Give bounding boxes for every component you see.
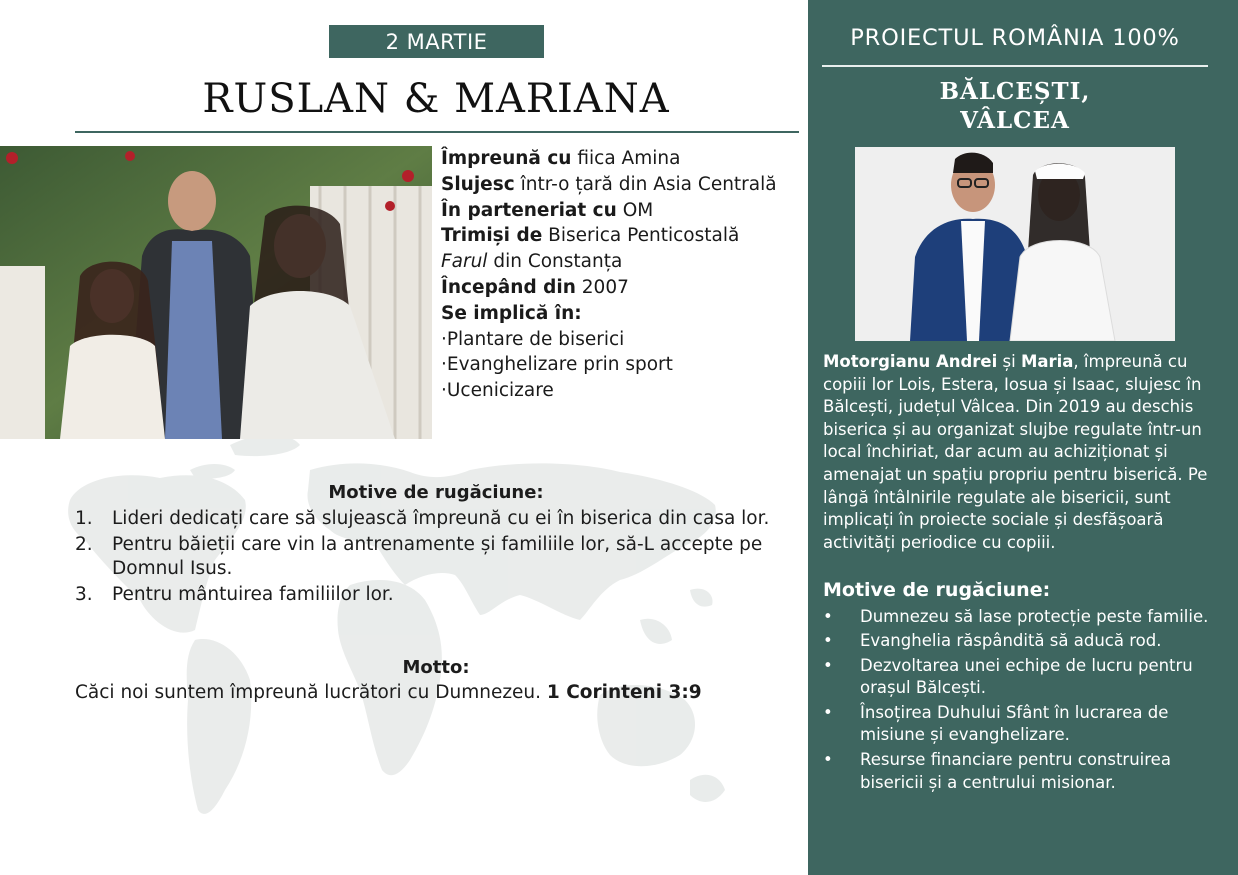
- bullet-icon: •: [823, 702, 833, 722]
- prayer-title: Motive de rugăciune:: [328, 482, 544, 503]
- motto-text: Căci noi suntem împreună lucrători cu Dumnezeu. 1 Corinteni 3:9: [75, 682, 702, 703]
- project-divider: [822, 65, 1208, 67]
- prayer-item: 3. Pentru mântuirea familiilor lor.: [75, 584, 394, 605]
- family-photo: [0, 146, 432, 439]
- missionary-names-title: RUSLAN & MARIANA: [202, 76, 670, 122]
- info-together: Împreună cu fiica Amina: [441, 148, 681, 169]
- right-prayer-item: • Resurse financiare pentru construirea bisericii și a centrului misionar.: [823, 749, 1171, 792]
- bullet-icon: •: [823, 655, 833, 675]
- prayer-item: 2. Pentru băieții care vin la antrenamente și familiile lor, să-L accepte pe Domnul Isus.: [75, 534, 763, 579]
- info-sent-by: Trimiși de Biserica Penticostală: [441, 225, 740, 247]
- involved-item: ·Ucenicizare: [441, 380, 554, 402]
- right-prayer-item: • Însoțirea Duhului Sfânt în lucrarea de misiune și evanghelizare.: [823, 702, 1169, 745]
- right-prayer-item: • Dezvoltarea unei echipe de lucru pentru orașul Bălcești.: [823, 655, 1193, 698]
- place-title: BĂLCEȘTI, VÂLCEA: [939, 78, 1091, 134]
- involved-item: ·Evanghelizare prin sport: [441, 354, 673, 376]
- info-partner: În parteneriat cu OM: [441, 199, 654, 221]
- right-prayer-item: • Dumnezeu să lase protecție peste familie.: [823, 606, 1223, 629]
- info-since: Începând din 2007: [441, 276, 629, 298]
- motto-reference: 1 Corinteni 3:9: [546, 682, 702, 703]
- right-prayer-title: Motive de rugăciune:: [823, 579, 1051, 601]
- involved-item: ·Plantare de biserici: [441, 328, 625, 350]
- motto-title: Motto:: [402, 657, 470, 678]
- date-badge: 2 MARTIE: [329, 25, 544, 58]
- project-title: PROIECTUL ROMÂNIA 100%: [850, 25, 1180, 51]
- right-prayer-list: [823, 606, 1223, 796]
- prayer-item: 1. Lideri dedicați care să slujească împreună cu ei în biserica din casa lor.: [75, 508, 770, 529]
- bullet-icon: •: [823, 631, 833, 651]
- couple-photo: [855, 147, 1175, 341]
- info-involved-label: Se implică în:: [441, 302, 582, 324]
- right-prayer-item: • Evanghelia răspândită să aducă rod.: [823, 630, 1223, 653]
- bullet-icon: •: [823, 607, 833, 626]
- missionary-info: [441, 146, 803, 404]
- bullet-icon: •: [823, 749, 833, 769]
- info-sent-church: Farul din Constanța: [441, 251, 623, 273]
- title-divider: [75, 131, 799, 133]
- couple-description: Motorgianu Andrei și Maria, împreună cu copiii lor Lois, Estera, Iosua și Isaac, slujesc în Bălcești, județul Vâlcea. Din 2019 au deschis biserica și au organizat slujbe regulate într-un local închiriat, dar acum au achiziționat și amenajat un spațiu propriu pentru biserică. Pe lângă întâlnirile regulate ale bisericii, sunt implicați în proiecte sociale și desfășoară activități periodice cu copiii.: [823, 352, 1208, 552]
- right-panel: [808, 0, 1238, 875]
- prayer-list: [75, 507, 785, 609]
- info-serve: Slujesc într-o țară din Asia Centrală: [441, 173, 777, 195]
